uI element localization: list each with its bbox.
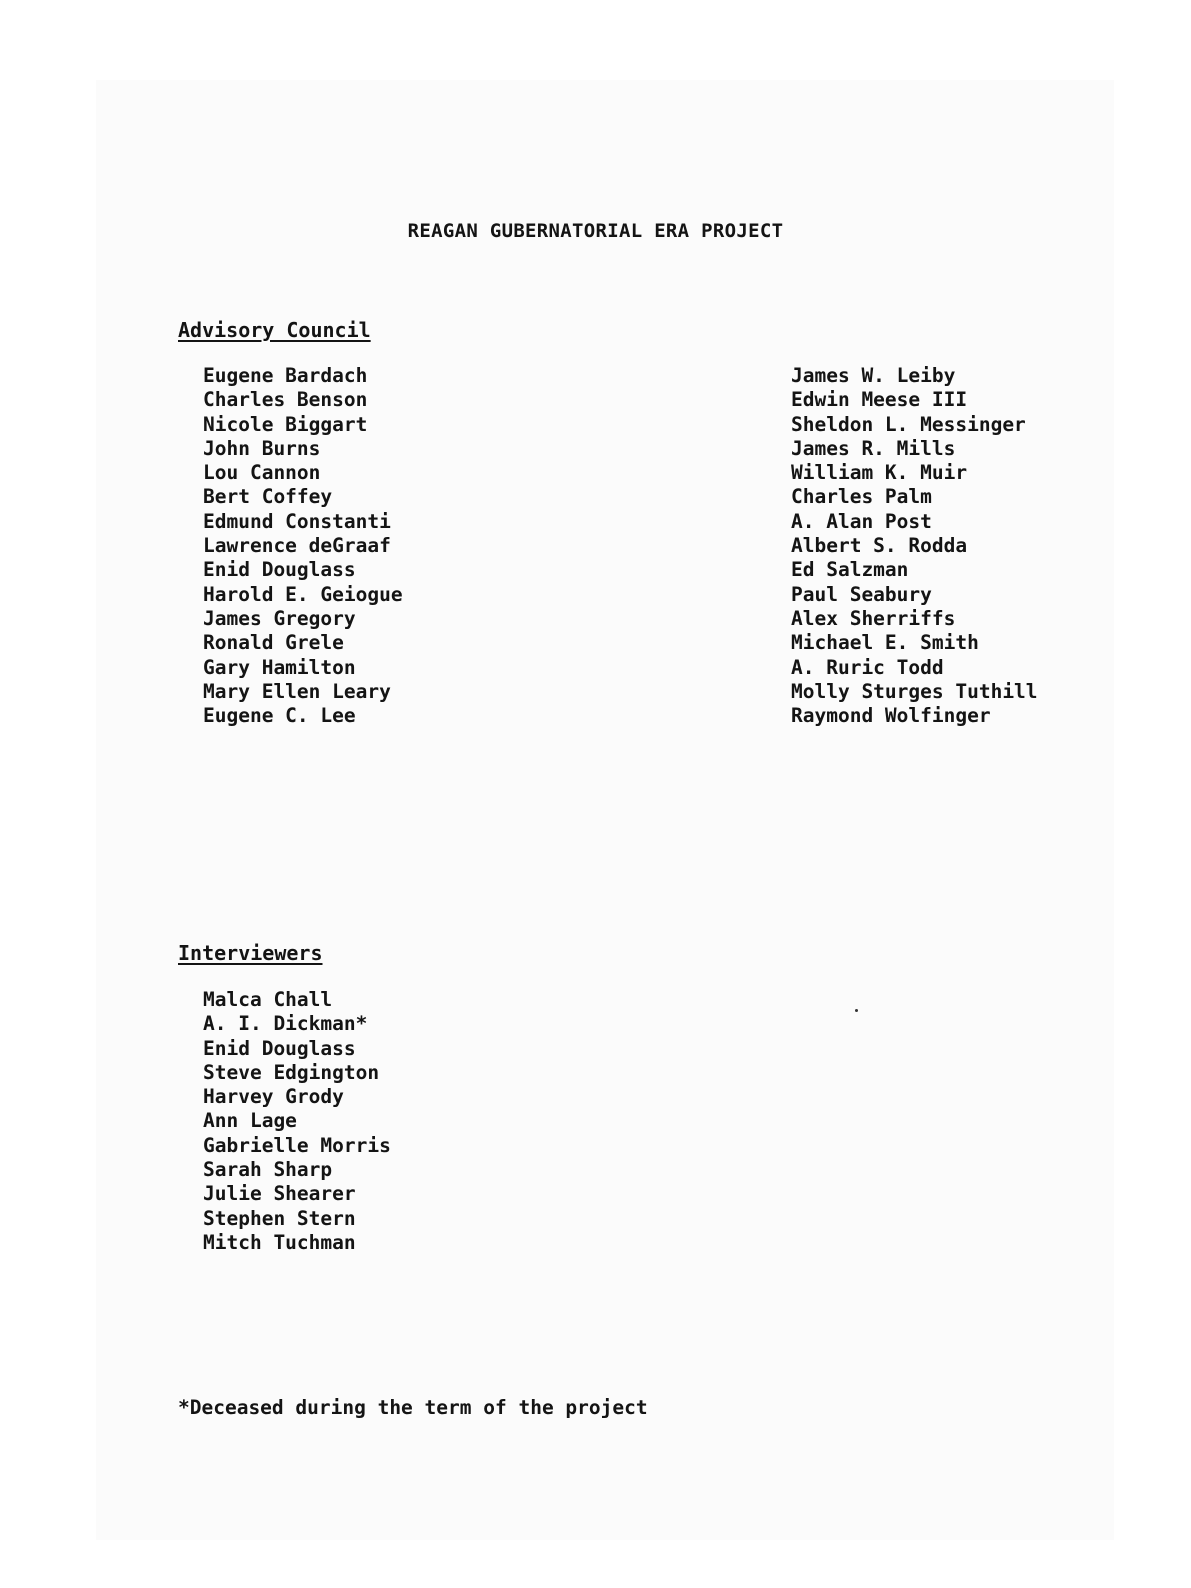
footnote: *Deceased during the term of the project	[178, 1396, 648, 1419]
advisory-member: Lawrence deGraaf	[203, 534, 391, 558]
advisory-member: Nicole Biggart	[203, 412, 368, 436]
interviewer: Gabrielle Morris	[203, 1133, 391, 1157]
scan-speck	[855, 1009, 858, 1012]
advisory-member: Molly Sturges Tuthill	[791, 679, 1038, 703]
advisory-council-right-column	[791, 364, 1038, 728]
interviewer: Sarah Sharp	[203, 1158, 333, 1182]
advisory-member: James R. Mills	[791, 436, 956, 460]
advisory-member: William K. Muir	[791, 461, 968, 485]
interviewer: Steve Edgington	[203, 1060, 380, 1084]
advisory-member: Lou Cannon	[203, 461, 321, 485]
interviewers-heading: Interviewers	[178, 941, 323, 965]
advisory-member: Ed Salzman	[791, 558, 909, 582]
interviewer: A. I. Dickman*	[203, 1012, 368, 1036]
advisory-member: Mary Ellen Leary	[203, 679, 391, 703]
interviewer: Stephen Stern	[203, 1206, 356, 1230]
advisory-member: Edwin Meese III	[791, 388, 968, 412]
advisory-member: Sheldon L. Messinger	[791, 412, 1026, 436]
advisory-council-left-column	[203, 364, 403, 728]
advisory-member: Gary Hamilton	[203, 655, 356, 679]
advisory-member: Enid Douglass	[203, 558, 356, 582]
advisory-member: Charles Palm	[791, 485, 932, 509]
advisory-member: A. Alan Post	[791, 509, 932, 533]
advisory-member: Edmund Constanti	[203, 509, 391, 533]
advisory-member: Paul Seabury	[791, 582, 932, 606]
advisory-member: Charles Benson	[203, 388, 368, 412]
advisory-member: John Burns	[203, 436, 321, 460]
interviewer: Malca Chall	[203, 988, 333, 1011]
advisory-member: Alex Sherriffs	[791, 606, 956, 630]
page-background	[96, 80, 1114, 1540]
advisory-member: James Gregory	[203, 606, 356, 630]
advisory-council-heading: Advisory Council	[178, 318, 371, 342]
interviewer: Harvey Grody	[203, 1085, 344, 1109]
advisory-member: Harold E. Geiogue	[203, 582, 403, 606]
advisory-member: Bert Coffey	[203, 485, 333, 509]
advisory-member: Michael E. Smith	[791, 631, 979, 655]
interviewers-list	[203, 988, 391, 1255]
interviewer: Enid Douglass	[203, 1036, 356, 1060]
interviewer: Ann Lage	[203, 1109, 297, 1133]
interviewer: Mitch Tuchman	[203, 1230, 356, 1254]
page-title: REAGAN GUBERNATORIAL ERA PROJECT	[407, 220, 784, 242]
advisory-member: Eugene Bardach	[203, 364, 368, 387]
advisory-member: Ronald Grele	[203, 631, 344, 655]
advisory-member: Raymond Wolfinger	[791, 704, 991, 728]
advisory-member: Eugene C. Lee	[203, 704, 356, 728]
advisory-member: James W. Leiby	[791, 364, 956, 387]
interviewer: Julie Shearer	[203, 1182, 356, 1206]
advisory-member: Albert S. Rodda	[791, 534, 968, 558]
advisory-member: A. Ruric Todd	[791, 655, 944, 679]
